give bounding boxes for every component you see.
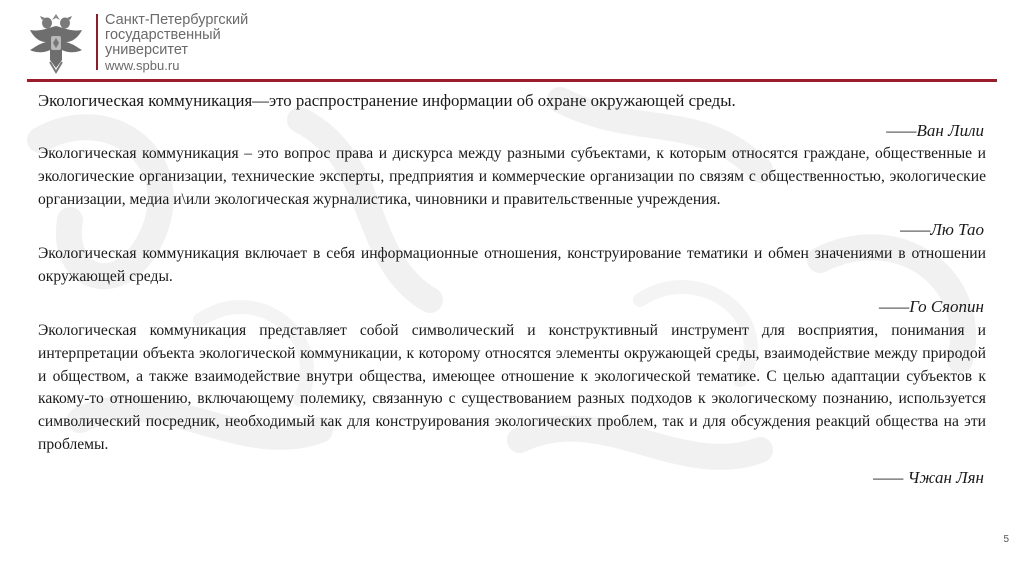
university-name-line-3: университет <box>105 42 189 58</box>
university-name-line-2: государственный <box>105 27 221 43</box>
slide-content <box>38 86 986 490</box>
university-name <box>105 13 248 73</box>
quote-text-1: Экологическая коммуникация—это распространение информации об охране окружающей среды. <box>38 91 736 110</box>
university-name-line-1: Санкт-Петербургский <box>105 12 249 28</box>
quote-author-2: ——Лю Тао <box>900 220 984 240</box>
quote-author-4: —— Чжан Лян <box>873 467 984 487</box>
quote-text-4: Экологическая коммуникация представляет собой символический и конструктивный инструмент для восприятия, понимания и интерпретации объекта экологической коммуникации, к которому относятся элементы окружающей среды, взаимодействие между природой и обществом, а также взаимодействие внутри общества, имеющее отношение к экологической тематике. С целью адаптации субъектов к какому-то отношению, включающему полемику, связанную с существованием разных подходов к экологическому познанию, используется символический посредник, необходимый как для конструирования экологических проблем, так и для обсуждения реакций общества на эти проблемы. <box>38 321 986 453</box>
university-emblem-icon <box>26 8 86 76</box>
slide-page-number: 5 <box>1003 534 1009 545</box>
quote-author-1: ——Ван Лили <box>886 121 984 140</box>
slide-header <box>0 0 1024 92</box>
university-website: www.spbu.ru <box>105 58 180 73</box>
header-rule <box>27 79 997 82</box>
quote-text-2: Экологическая коммуникация – это вопрос права и дискурса между разными субъектами, к которым относятся граждане, общественные и экологические организации, технические эксперты, предприятия и коммерческие организации по связям с общественностью, экологические организации, медиа и\или экологическая журналистика, чиновники и правительственные учреждения. <box>38 145 986 208</box>
quote-text-3: Экологическая коммуникация включает в себя информационные отношения, конструирование тематики и обмен значениями в отношении окружающей среды. <box>38 245 986 286</box>
quote-author-3: ——Го Сяопин <box>879 296 984 316</box>
header-vertical-divider <box>96 14 98 70</box>
